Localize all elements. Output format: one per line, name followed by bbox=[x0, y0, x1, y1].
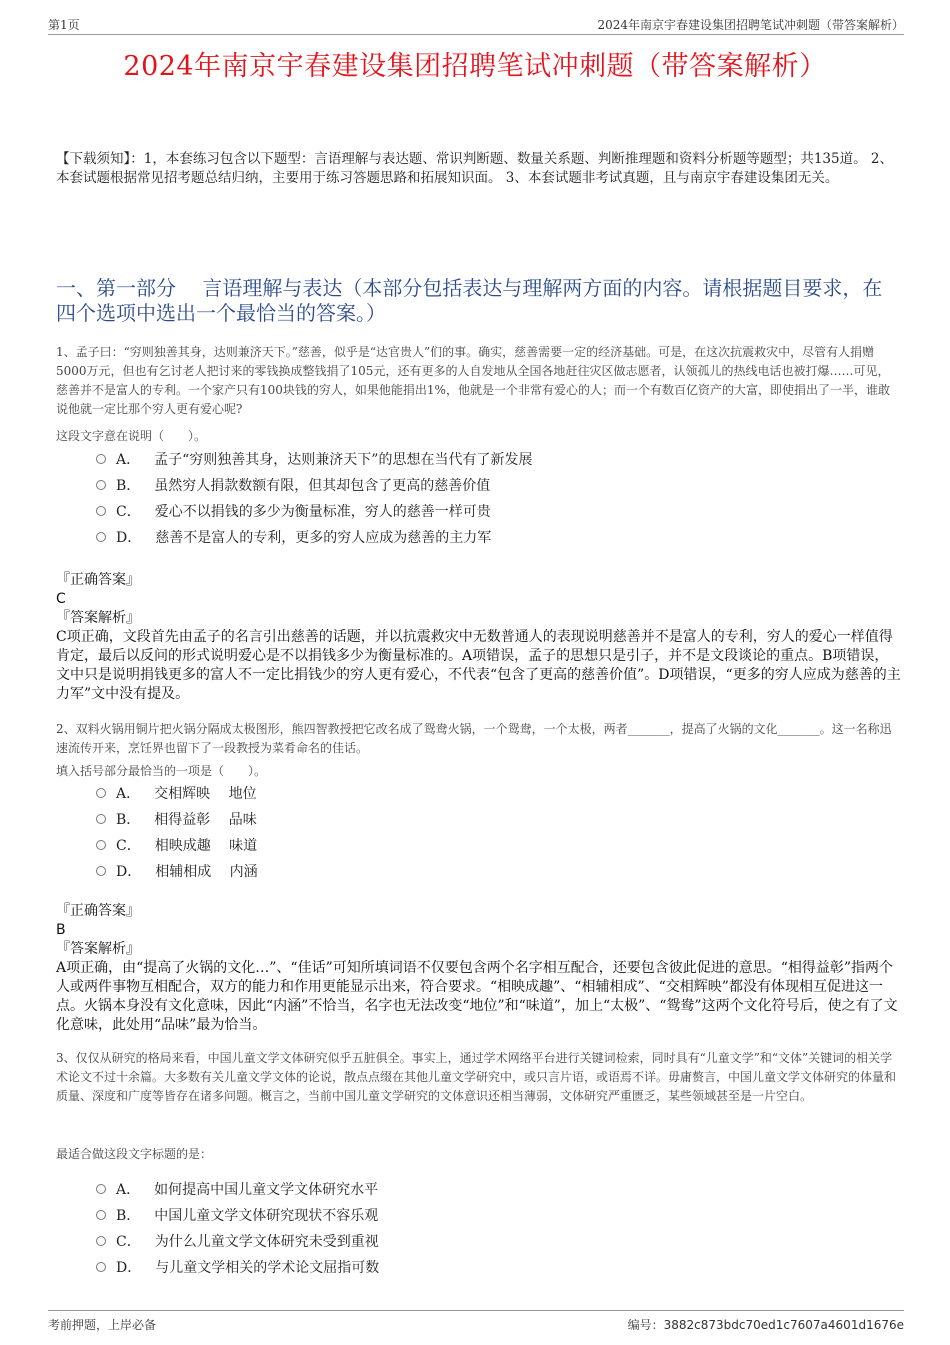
correct-answer: B bbox=[56, 922, 66, 938]
question-2-answer bbox=[56, 902, 901, 1035]
option-a[interactable]: A． 孟子“穷则独善其身，达则兼济天下”的思想在当代有了新发展 bbox=[96, 446, 896, 472]
radio-icon[interactable] bbox=[96, 866, 106, 876]
option-a[interactable]: A． 交相辉映 地位 bbox=[96, 780, 896, 806]
answer-label: 『正确答案』 bbox=[56, 903, 140, 919]
answer-analysis: C项正确，文段首先由孟子的名言引出慈善的话题，并以抗震救灾中无数普通人的表现说明慈善并不是富人的专利，穷人的爱心一样值得肯定，最后以反问的形式说明爱心是不以捐钱多少为衡量标准的。A项错误，孟子的思想只是引子，并不是文段谈论的重点。B项错误，文中只是说明捐钱更多的富人不一定比捐钱少的穷人更有爱心，不代表“包含了更高的慈善价值”。D项错误，“更多的穷人应成为慈善的主力军”文中没有提及。 bbox=[56, 629, 901, 702]
download-notice: 【下载须知】：1，本套练习包含以下题型：言语理解与表达题、常识判断题、数量关系题、判断推理题和资料分析题等题型；共135道。 2、本套试题根据常见招考题总结归纳，主要用于练习答题思路和拓展知识面。 3、本套试题非考试真题，且与南京宇春建设集团无关。 bbox=[56, 151, 893, 186]
option-b[interactable]: B． 相得益彰 品味 bbox=[96, 806, 896, 832]
question-1-prompt: 这段文字意在说明（ ）。 bbox=[56, 429, 207, 443]
option-b[interactable]: B． 中国儿童文学文体研究现状不容乐观 bbox=[96, 1202, 896, 1228]
option-c[interactable]: C． 相映成趣 味道 bbox=[96, 832, 896, 858]
code-value: 3882c873bdc70ed1c7607a4601d1676e bbox=[663, 1318, 904, 1332]
option-b[interactable]: B． 虽然穷人捐款数额有限，但其却包含了更高的慈善价值 bbox=[96, 472, 896, 498]
option-d[interactable]: D． 与儿童文学相关的学术论文屈指可数 bbox=[96, 1254, 896, 1280]
question-1-text: 1、孟子曰：“穷则独善其身，达则兼济天下。”慈善，似乎是“达官贵人”们的事。确实，慈善需要一定的经济基础。可是，在这次抗震救灾中，尽管有人捐赠5000万元，但也有乞讨老人把讨来的零钱换成整钱捐了105元，还有更多的人自发地从全国各地赶往灾区做志愿者，认领孤儿的热线电话也被打爆……可见，慈善并不是富人的专利。一个家产只有100块钱的穷人，如果他能捐出1%，他就是一个非常有爱心的人；而一个有数百亿资产的大富，即使捐出了一半，谁敢说他就一定比那个穷人更有爱心呢? bbox=[56, 345, 890, 416]
question-1-answer bbox=[56, 571, 901, 704]
footer-slogan: 考前押题，上岸必备 bbox=[48, 1318, 157, 1332]
radio-icon[interactable] bbox=[96, 1184, 106, 1194]
radio-icon[interactable] bbox=[96, 814, 106, 824]
radio-icon[interactable] bbox=[96, 840, 106, 850]
option-c[interactable]: C． 为什么儿童文学文体研究未受到重视 bbox=[96, 1228, 896, 1254]
option-d[interactable]: D． 慈善不是富人的专利，更多的穷人应成为慈善的主力军 bbox=[96, 524, 896, 550]
option-c[interactable]: C． 爱心不以捐钱的多少为衡量标准，穷人的慈善一样可贵 bbox=[96, 498, 896, 524]
page-header bbox=[48, 14, 904, 35]
answer-analysis: A项正确，由“提高了火锅的文化…”、“佳话”可知所填词语不仅要包含两个名字相互配合，还要包含彼此促进的意思。“相得益彰”指两个人或两件事物互相配合，双方的能力和作用更能显示出来，符合要求。“相映成趣”、“相辅相成”、“交相辉映”都没有体现相互促进这一点。火锅本身没有文化意味，因此“内涵”不恰当，名字也无法改变“地位”和“味道”，加上“太极”、“鸳鸯”这两个文化符号后，使之有了文化意味，此处用“品味”最为恰当。 bbox=[56, 960, 898, 1033]
option-a[interactable]: A． 如何提高中国儿童文学文体研究水平 bbox=[96, 1176, 896, 1202]
question-2-options bbox=[96, 780, 896, 884]
question-3-prompt: 最适合做这段文字标题的是： bbox=[56, 1147, 213, 1161]
question-2-text: 2、双料火锅用铜片把火锅分隔成太极图形，熊四智教授把它改名成了鸳鸯火锅，一个鸳鸯，一个太极，两者_______，提高了火锅的文化_______。这一名称迅速流传开来，烹饪界也留下了一段教授为菜肴命名的佳话。 bbox=[56, 722, 892, 755]
question-3-text: 3、仅仅从研究的格局来看，中国儿童文学文体研究似乎五脏俱全。事实上，通过学术网络平台进行关键词检索，同时具有“儿童文学”和“文体”关键词的相关学术论文不过十余篇。大多数有关儿童文学文体的论说，散点点缀在其他儿童文学研究中，或只言片语，或语焉不详。毋庸赘言，中国儿童文学文体研究的体量和质量、深度和广度等皆存在诸多问题。概言之，当前中国儿童文学研究的文体意识还相当薄弱，文体研究严重匮乏，某些领域甚至是一片空白。 bbox=[56, 1051, 897, 1103]
analysis-label: 『答案解析』 bbox=[56, 610, 140, 626]
page-footer bbox=[48, 1310, 904, 1335]
answer-label: 『正确答案』 bbox=[56, 572, 140, 588]
question-3-options bbox=[96, 1176, 896, 1280]
radio-icon[interactable] bbox=[96, 480, 106, 490]
radio-icon[interactable] bbox=[96, 1236, 106, 1246]
radio-icon[interactable] bbox=[96, 788, 106, 798]
question-2-prompt: 填入括号部分最恰当的一项是（ ）。 bbox=[56, 764, 267, 778]
radio-icon[interactable] bbox=[96, 506, 106, 516]
page-number: 第1页 bbox=[48, 18, 80, 32]
radio-icon[interactable] bbox=[96, 1262, 106, 1272]
radio-icon[interactable] bbox=[96, 1210, 106, 1220]
radio-icon[interactable] bbox=[96, 454, 106, 464]
footer-code bbox=[628, 1316, 904, 1333]
question-1-options bbox=[96, 446, 896, 550]
radio-icon[interactable] bbox=[96, 532, 106, 542]
section-title: 一、第一部分 言语理解与表达（本部分包括表达与理解两方面的内容。请根据题目要求，在四个选项中选出一个最恰当的答案。） bbox=[56, 276, 883, 325]
page-title: 2024年南京宇春建设集团招聘笔试冲刺题（带答案解析） bbox=[123, 51, 827, 82]
correct-answer: C bbox=[56, 591, 66, 607]
option-d[interactable]: D． 相辅相成 内涵 bbox=[96, 858, 896, 884]
code-label: 编号： bbox=[627, 1318, 664, 1332]
analysis-label: 『答案解析』 bbox=[56, 941, 140, 957]
header-doc-title: 2024年南京宇春建设集团招聘笔试冲刺题（带答案解析） bbox=[597, 18, 904, 32]
